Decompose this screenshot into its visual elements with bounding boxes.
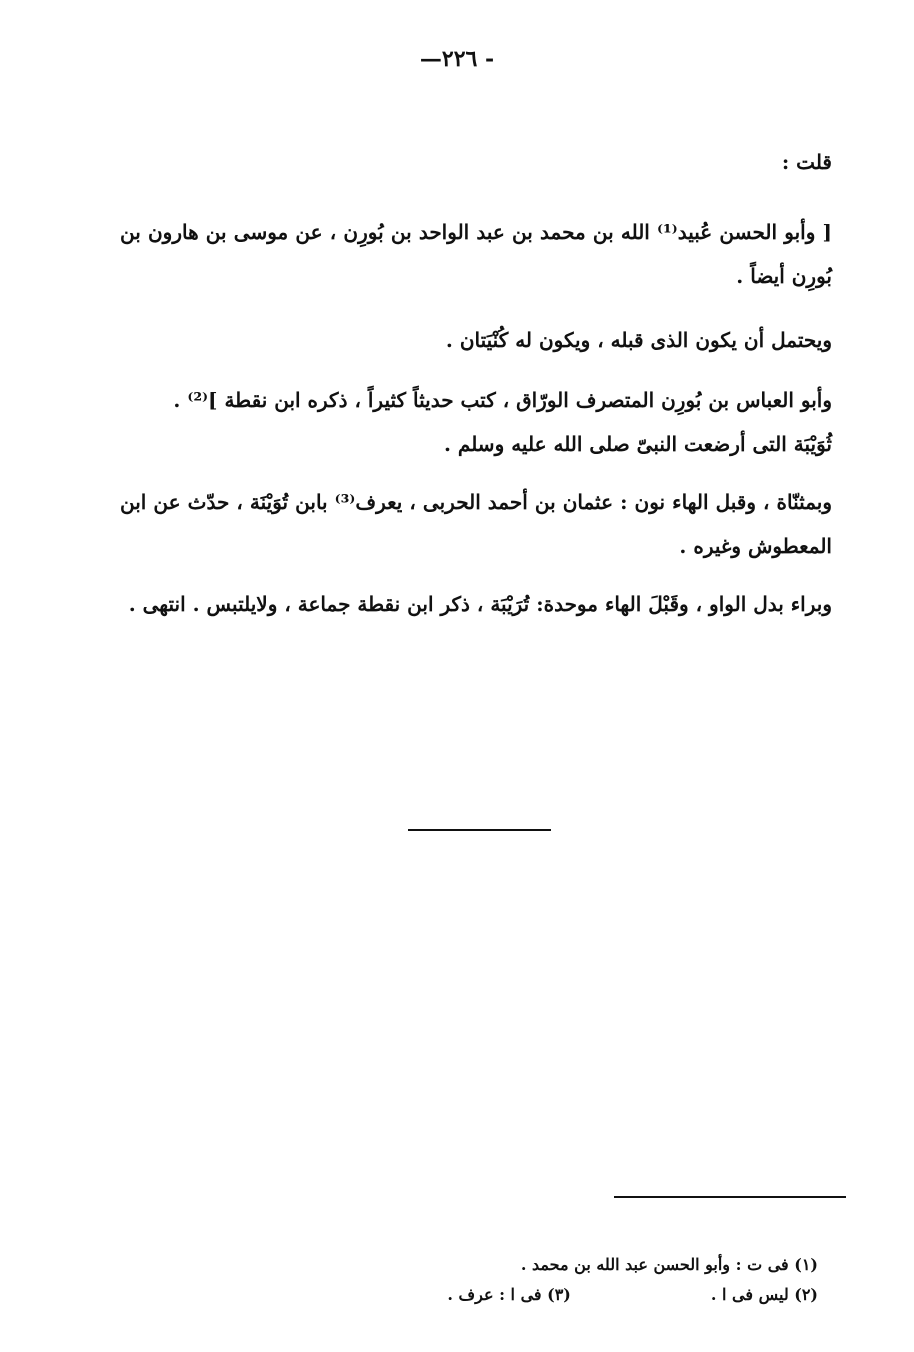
footnotes: [420, 1250, 818, 1310]
paragraph-turaybah: وبراء بدل الواو ، وقَبْلَ الهاء موحدة: تُرَيْبَة ، ذكر ابن نقطة جماعة ، ولايلتبس . انتهى .: [128, 592, 832, 616]
paragraph-thuwaybah: ثُوَيْبَة التى أرضعت النبىّ صلى الله عليه وسلم .: [443, 432, 832, 456]
page-number: —٢٢٦ -: [419, 46, 495, 72]
footnote-row-1: [420, 1250, 818, 1280]
paragraph-yahtamil: ويحتمل أن يكون الذى قبله ، ويكون له كُنْيَتان .: [445, 328, 832, 352]
footnote-row-2: [420, 1280, 818, 1310]
main-text: [120, 140, 832, 626]
paragraph-abu-al-hasan: [ وأبو الحسن عُبيد⁽¹⁾ الله بن محمد بن عبد الواحد بن بُورِن ، عن موسى بن هارون بن بُورِن أيضاً .: [120, 220, 832, 288]
section-separator: [408, 829, 551, 831]
paragraph-tuwaynah: وبمثنّاة ، وقبل الهاء نون : عثمان بن أحمد الحربى ، يعرف⁽³⁾ بابن تُوَيْنَة ، حدّث عن ابن المعطوش وغيره .: [120, 490, 832, 558]
footnote-1: (١) فى ت : وأبو الحسن عبد الله بن محمد .: [520, 1255, 818, 1274]
footnote-3: (٣) فى ا : عرف .: [447, 1285, 571, 1304]
paragraph-abu-al-abbas: وأبو العباس بن بُورِن المتصرف الورّاق ، كتب حديثاً كثيراً ، ذكره ابن نقطة ]⁽²⁾ .: [173, 388, 832, 412]
footnote-rule: [614, 1196, 846, 1198]
paragraph-qult: قلت :: [781, 150, 832, 174]
footnote-2: (٢) ليس فى ا .: [710, 1285, 818, 1304]
